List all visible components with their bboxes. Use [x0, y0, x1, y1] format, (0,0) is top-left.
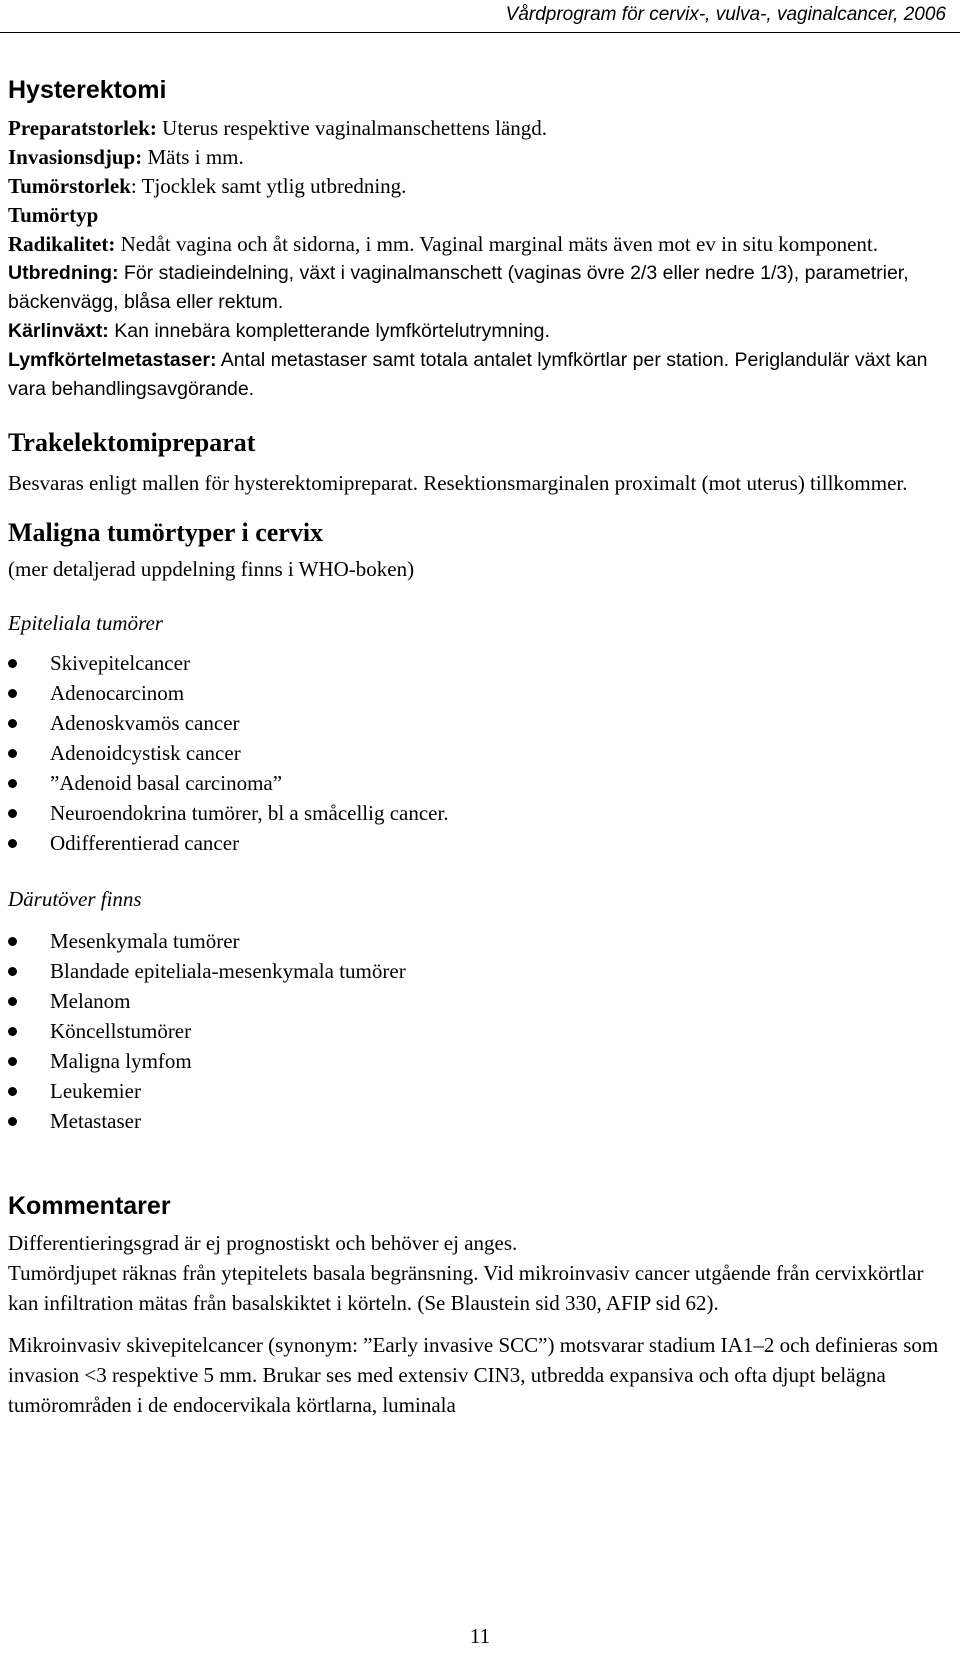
- list-item: Maligna lymfom: [8, 1046, 948, 1076]
- radikalitet-label: Radikalitet:: [8, 232, 116, 256]
- bullet-icon: [8, 659, 17, 668]
- karlinvaxt-label: Kärlinväxt:: [8, 320, 109, 342]
- list-item: Odifferentierad cancer: [8, 828, 948, 858]
- bullet-icon: [8, 719, 17, 728]
- invasionsdjup-label: Invasionsdjup:: [8, 145, 143, 169]
- epiteliala-list: [8, 648, 948, 858]
- hysterektomi-section: [8, 114, 948, 404]
- heading-trakelektomi: Trakelektomipreparat: [8, 428, 256, 457]
- kommentarer-p3: Mikroinvasiv skivepitelcancer (synonym: ”Early invasive SCC”) motsvarar stadium IA1–2 och definieras som invasion <3 respektive 5 mm. Brukar ses med extensiv CIN3, utbredda expansiva och ofta djupt belägna tumörområden i de endocervikala körtlarna, luminala: [8, 1333, 939, 1417]
- preparatstorlek-label: Preparatstorlek:: [8, 116, 157, 140]
- list-item: Adenocarcinom: [8, 678, 948, 708]
- tumorstorlek-text: : Tjocklek samt ytlig utbredning.: [130, 174, 407, 198]
- list-item: Adenoskvamös cancer: [8, 708, 948, 738]
- radikalitet-text: Nedåt vagina och åt sidorna, i mm. Vaginal marginal mäts även mot ev in situ komponent.: [115, 232, 878, 256]
- lymfkortel-label: Lymfkörtelmetastaser:: [8, 349, 217, 371]
- bullet-icon: [8, 839, 17, 848]
- epiteliala-heading: Epiteliala tumörer: [8, 611, 163, 635]
- bullet-icon: [8, 689, 17, 698]
- list-item: ”Adenoid basal carcinoma”: [8, 768, 948, 798]
- invasionsdjup-text: Mäts i mm.: [142, 145, 244, 169]
- lymfkortel-text: Antal metastaser samt totala antalet lymfkörtlar per station. Periglandulär växt kan vara behandlingsavgörande.: [8, 349, 928, 400]
- list-item: Leukemier: [8, 1076, 948, 1106]
- bullet-icon: [8, 1027, 17, 1036]
- bullet-icon: [8, 779, 17, 788]
- tumorstorlek-label: Tumörstorlek: [8, 174, 131, 198]
- heading-hysterektomi: Hysterektomi: [8, 76, 167, 104]
- list-item: Metastaser: [8, 1106, 948, 1136]
- kommentarer-p1: Differentieringsgrad är ej prognostiskt och behöver ej anges.: [8, 1231, 518, 1255]
- darutover-heading: Därutöver finns: [8, 887, 142, 911]
- karlinvaxt-line: [8, 317, 948, 346]
- tumortyp-line: Tumörtyp: [8, 203, 99, 227]
- karlinvaxt-text: Kan innebära kompletterande lymfkörtelutrymning.: [108, 320, 550, 342]
- bullet-icon: [8, 1087, 17, 1096]
- list-item: Skivepitelcancer: [8, 648, 948, 678]
- maligna-subtitle: (mer detaljerad uppdelning finns i WHO-boken): [8, 557, 415, 581]
- utbredning-label: Utbredning:: [8, 262, 119, 284]
- darutover-list: [8, 926, 948, 1136]
- page-content: [8, 68, 948, 1420]
- bullet-icon: [8, 749, 17, 758]
- invasionsdjup-line: [8, 143, 948, 172]
- lymfkortel-line: [8, 346, 948, 404]
- list-item: Neuroendokrina tumörer, bl a småcellig cancer.: [8, 798, 948, 828]
- running-header: [0, 0, 960, 33]
- preparatstorlek-text: Uterus respektive vaginalmanschettens längd.: [156, 116, 548, 140]
- trakelektomi-text: Besvaras enligt mallen för hysterektomipreparat. Resektionsmarginalen proximalt (mot uterus) tillkommer.: [8, 471, 908, 495]
- bullet-icon: [8, 809, 17, 818]
- preparatstorlek-line: [8, 114, 948, 143]
- bullet-icon: [8, 967, 17, 976]
- list-item: Blandade epiteliala-mesenkymala tumörer: [8, 956, 948, 986]
- list-item: Köncellstumörer: [8, 1016, 948, 1046]
- bullet-icon: [8, 1117, 17, 1126]
- utbredning-line: [8, 259, 948, 317]
- heading-maligna: Maligna tumörtyper i cervix: [8, 518, 324, 547]
- bullet-icon: [8, 1057, 17, 1066]
- kommentarer-p2: Tumördjupet räknas från ytepitelets basala begränsning. Vid mikroinvasiv cancer utgående från cervixkörtlar kan infiltration mätas från basalskiktet i körteln. (Se Blaustein sid 330, AFIP sid 62).: [8, 1261, 924, 1315]
- heading-kommentarer: Kommentarer: [8, 1192, 171, 1220]
- running-header-title: Vårdprogram för cervix-, vulva-, vaginalcancer, 2006: [505, 4, 946, 25]
- list-item: Mesenkymala tumörer: [8, 926, 948, 956]
- bullet-icon: [8, 937, 17, 946]
- list-item: Adenoidcystisk cancer: [8, 738, 948, 768]
- bullet-icon: [8, 997, 17, 1006]
- list-item: Melanom: [8, 986, 948, 1016]
- tumorstorlek-line: [8, 172, 948, 201]
- utbredning-text: För stadieindelning, växt i vaginalmanschett (vaginas övre 2/3 eller nedre 1/3), parametrier, bäckenvägg, blåsa eller rektum.: [8, 262, 909, 313]
- page-number: 11: [469, 1624, 491, 1648]
- radikalitet-line: [8, 230, 948, 259]
